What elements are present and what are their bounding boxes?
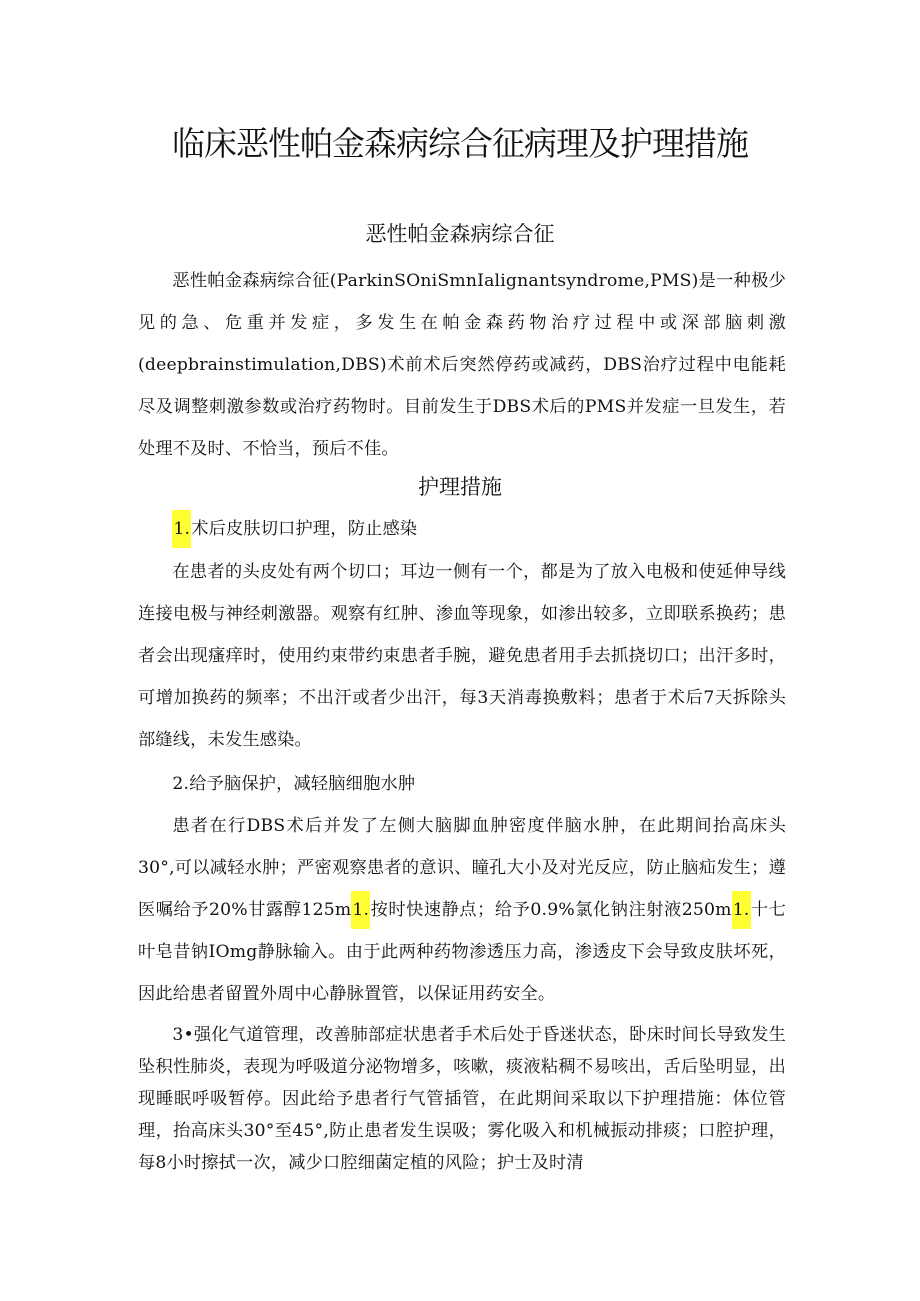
item-1-heading <box>138 508 786 550</box>
paragraph-incision-care: 在患者的头皮处有两个切口；耳边一侧有一个，都是为了放入电极和使延伸导线连接电极与神经刺激器。观察有红肿、渗血等现象，如渗出较多，立即联系换药；患者会出现瘙痒时，使用约束带约束患者手腕，避免患者用手去抓挠切口；出汗多时，可增加换药的频率；不出汗或者少出汗，每3天消毒换敷料；患者于术后7天拆除头部缝线，未发生感染。 <box>138 562 786 750</box>
paragraph-airway-management: 3•强化气道管理，改善肺部症状患者手术后处于昏迷状态，卧床时间长导致发生坠积性肺炎，表现为呼吸道分泌物增多，咳嗽，痰液粘稠不易咳出，舌后坠明显，出现睡眠呼吸暂停。因此给予患者行气管插管，在此期间采取以下护理措施：体位管理，抬高床头30°至45°,防止患者发生误吸；雾化吸入和机械振动排痰；口腔护理，每8小时擦拭一次，减少口腔细菌定植的风险；护士及时清 <box>138 1025 786 1173</box>
section-heading-pms: 恶性帕金森病综合征 <box>365 222 555 246</box>
paragraph-pms-definition: 恶性帕金森病综合征(ParkinSOniSmnIalignantsyndrome,PMS)是一种极少见的急、危重并发症，多发生在帕金森药物治疗过程中或深部脑刺激(deepbrainstimulation,DBS)术前术后突然停药或减药，DBS治疗过程中电能耗尽及调整刺激参数或治疗药物时。目前发生于DBS术后的PMS并发症一旦发生，若处理不及时、不恰当，预后不佳。 <box>138 271 786 459</box>
document-title: 临床恶性帕金森病综合征病理及护理措施 <box>172 124 748 163</box>
highlight-mark: 1. <box>732 891 751 929</box>
item-1-text: 术后皮肤切口护理，防止感染 <box>191 519 418 539</box>
paragraph-text: 按时快速静点；给予0.9%氯化钠注射液250m <box>370 900 732 920</box>
paragraph-brain-protection <box>138 805 786 1015</box>
item-2-heading: 2.给予脑保护，减轻脑细胞水肿 <box>172 774 416 794</box>
paragraph-text: 十七叶皂昔钠IOmg静脉输入。由于此两种药物渗透压力高，渗透皮下会导致皮肤坏死，因此给患者留置外周中心静脉置管，以保证用药安全。 <box>138 900 787 1004</box>
highlight-mark: 1. <box>172 510 191 548</box>
highlight-mark: 1. <box>351 891 370 929</box>
section-heading-nursing: 护理措施 <box>418 475 502 499</box>
paragraph-text: 患者在行DBS术后并发了左侧大脑脚血肿密度伴脑水肿，在此期间抬高床头30°,可以减轻水肿；严密观察患者的意识、瞳孔大小及对光反应，防止脑疝发生；遵医嘱给予20%甘露醇125m <box>138 816 786 920</box>
